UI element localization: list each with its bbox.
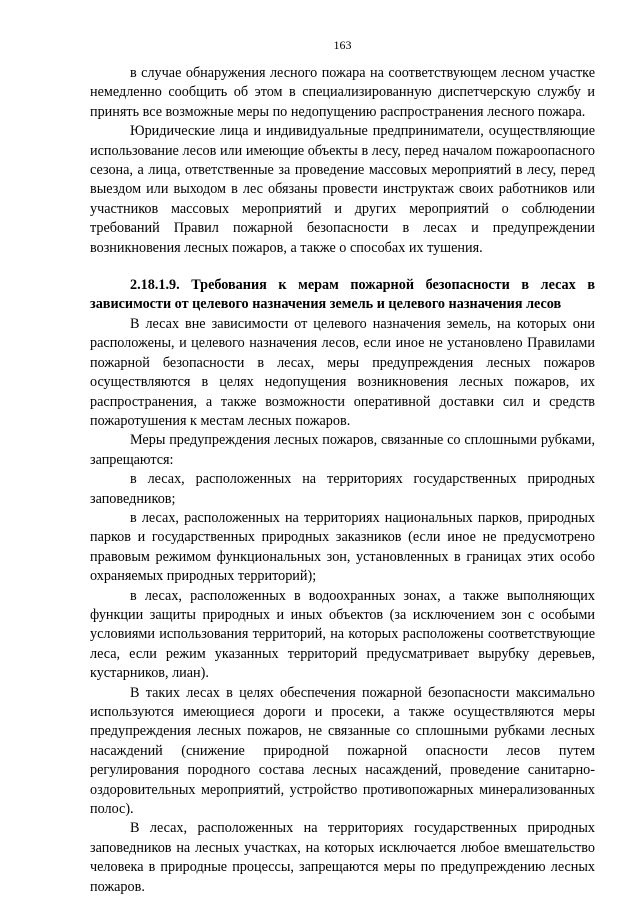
page-number: 163 <box>333 38 352 52</box>
paragraph-water-protection: в лесах, расположенных в водоохранных зонах, а также выполняющих функции защиты природных и иных объектов (за исключением зон с особыми условиями использования территорий, на которых расположены соответствующие леса, если режим указанных территорий предусматривает вырубку деревьев, кустарников, лиан). <box>90 587 595 682</box>
paragraph-briefing-duty: Юридические лица и индивидуальные предприниматели, осуществляющие использование лесов или имеющие объекты в лесу, перед началом пожароопасного сезона, а лица, ответственные за проведение массовых мероприятий в лесу, перед выездом или выходом в лес обязаны провести инструктаж своих работников или участников массовых мероприятий и других мероприятий о соблюдении требований Правил пожарной безопасности в лесах и предупреждении возникновения лесных пожаров, а также о способах их тушения. <box>90 123 595 256</box>
paragraph-report-fire: в случае обнаружения лесного пожара на соответствующем лесном участке немедленно сообщить об этом в специализированную диспетчерскую службу и принять все возможные меры по недопущению распространения лесного пожара. <box>90 65 595 120</box>
section-heading: 2.18.1.9. Требования к мерам пожарной безопасности в лесах в зависимости от целевого назначения земель и целевого назначения лесов <box>90 277 595 313</box>
paragraph-reserve-prohibition: В лесах, расположенных на территориях государственных природных заповедников на лесных участках, на которых исключается любое вмешательство человека в природные процессы, запрещаются меры по предупреждению лесных пожаров. <box>90 820 595 895</box>
document-page <box>90 38 595 897</box>
paragraph-national-parks: в лесах, расположенных на территориях национальных парков, природных парков и государственных природных заказников (если иное не предусмотрено правовым режимом функциональных зон, установленных в границах этих особо охраняемых природных территорий); <box>90 509 595 585</box>
paragraph-clearcut-prohibited: Меры предупреждения лесных пожаров, связанные со сплошными рубками, запрещаются: <box>90 432 595 468</box>
paragraph-reserves: в лесах, расположенных на территориях государственных природных заповедников; <box>90 471 595 507</box>
paragraph-general-measures: В лесах вне зависимости от целевого назначения земель, на которых они расположены, и целевого назначения лесов, если иное не установлено Правилами пожарной безопасности в лесах, меры предупреждения лесных пожаров осуществляются в целях недопущения возникновения лесных пожаров, их распространения, а также возможности оперативной доставки сил и средств пожаротушения к местам лесных пожаров. <box>90 315 595 429</box>
paragraph-roads-and-clearings: В таких лесах в целях обеспечения пожарной безопасности максимально используются имеющиеся дороги и просеки, а также осуществляются меры предупреждения лесных пожаров, не связанные со сплошными рубками лесных насаждений (снижение природной пожарной опасности лесов путем регулирования породного состава лесных насаждений, проведение санитарно-оздоровительных мероприятий, устройство противопожарных минерализованных полос). <box>90 684 595 818</box>
